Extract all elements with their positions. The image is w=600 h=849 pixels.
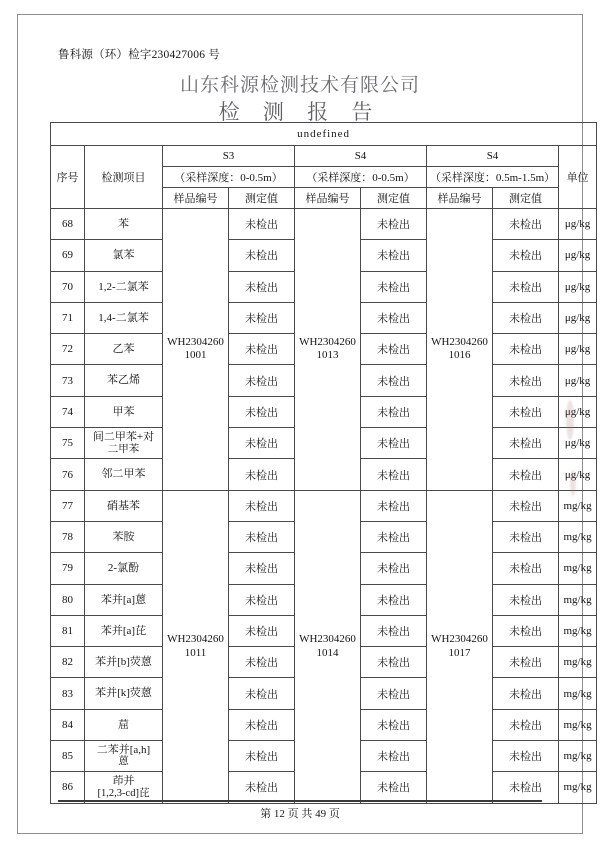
row-value-1: 未检出 xyxy=(229,553,295,584)
row-no: 82 xyxy=(51,647,85,678)
row-item: 2-氯酚 xyxy=(85,553,163,584)
row-value-2: 未检出 xyxy=(361,459,427,490)
header-depth-3: （采样深度：0.5m-1.5m） xyxy=(427,167,559,188)
table-caption: undefined xyxy=(51,123,597,146)
row-unit: mg/kg xyxy=(559,553,597,584)
row-no: 72 xyxy=(51,334,85,365)
row-item: 苯胺 xyxy=(85,521,163,552)
row-value-1: 未检出 xyxy=(229,302,295,333)
row-value-3: 未检出 xyxy=(493,647,559,678)
row-unit: μg/kg xyxy=(559,459,597,490)
row-item: 苯乙烯 xyxy=(85,365,163,396)
row-value-1: 未检出 xyxy=(229,271,295,302)
row-value-2: 未检出 xyxy=(361,271,427,302)
row-value-3: 未检出 xyxy=(493,490,559,521)
row-no: 83 xyxy=(51,678,85,709)
header-item: 检测项目 xyxy=(85,146,163,209)
table-row xyxy=(51,490,597,521)
row-value-3: 未检出 xyxy=(493,678,559,709)
row-value-1: 未检出 xyxy=(229,396,295,427)
row-no: 70 xyxy=(51,271,85,302)
row-value-2: 未检出 xyxy=(361,240,427,271)
row-no: 81 xyxy=(51,615,85,646)
row-unit: mg/kg xyxy=(559,584,597,615)
row-value-3: 未检出 xyxy=(493,459,559,490)
row-no: 73 xyxy=(51,365,85,396)
row-value-2: 未检出 xyxy=(361,772,427,803)
row-value-3: 未检出 xyxy=(493,709,559,740)
table-caption-row xyxy=(51,123,597,146)
row-value-2: 未检出 xyxy=(361,521,427,552)
scan-artifact xyxy=(566,400,574,440)
header-group-2: S4 xyxy=(295,146,427,167)
row-unit: μg/kg xyxy=(559,240,597,271)
row-value-1: 未检出 xyxy=(229,334,295,365)
row-value-1: 未检出 xyxy=(229,459,295,490)
row-value-3: 未检出 xyxy=(493,615,559,646)
results-table-container xyxy=(50,122,592,804)
row-item: 1,4-二氯苯 xyxy=(85,302,163,333)
row-no: 86 xyxy=(51,772,85,803)
soil-results-table xyxy=(50,122,597,804)
row-value-1: 未检出 xyxy=(229,521,295,552)
row-unit: mg/kg xyxy=(559,521,597,552)
row-unit: mg/kg xyxy=(559,490,597,521)
row-no: 74 xyxy=(51,396,85,427)
row-item: 二苯并[a,h] 蒽 xyxy=(85,741,163,772)
row-no: 80 xyxy=(51,584,85,615)
table-row xyxy=(51,209,597,240)
row-value-1: 未检出 xyxy=(229,741,295,772)
row-value-2: 未检出 xyxy=(361,396,427,427)
row-value-2: 未检出 xyxy=(361,647,427,678)
row-sample-id-2: WH2304260 1014 xyxy=(295,490,361,803)
row-unit: μg/kg xyxy=(559,271,597,302)
row-no: 76 xyxy=(51,459,85,490)
row-value-3: 未检出 xyxy=(493,584,559,615)
row-value-2: 未检出 xyxy=(361,302,427,333)
row-value-3: 未检出 xyxy=(493,741,559,772)
header-sampleno-2: 样品编号 xyxy=(295,188,361,209)
row-item: 乙苯 xyxy=(85,334,163,365)
row-value-3: 未检出 xyxy=(493,428,559,459)
row-value-3: 未检出 xyxy=(493,240,559,271)
row-value-3: 未检出 xyxy=(493,209,559,240)
row-item: 茚并 [1,2,3-cd]芘 xyxy=(85,772,163,803)
header-no: 序号 xyxy=(51,146,85,209)
row-value-1: 未检出 xyxy=(229,428,295,459)
row-item: 䓛 xyxy=(85,709,163,740)
row-value-3: 未检出 xyxy=(493,772,559,803)
header-unit: 单位 xyxy=(559,146,597,209)
row-sample-id-1: WH2304260 1001 xyxy=(163,209,229,491)
row-sample-id-3: WH2304260 1016 xyxy=(427,209,493,491)
row-value-1: 未检出 xyxy=(229,490,295,521)
row-value-1: 未检出 xyxy=(229,365,295,396)
row-value-1: 未检出 xyxy=(229,709,295,740)
row-item: 苯 xyxy=(85,209,163,240)
row-value-3: 未检出 xyxy=(493,271,559,302)
row-value-3: 未检出 xyxy=(493,334,559,365)
row-item: 邻二甲苯 xyxy=(85,459,163,490)
row-no: 69 xyxy=(51,240,85,271)
row-item: 氯苯 xyxy=(85,240,163,271)
row-value-3: 未检出 xyxy=(493,396,559,427)
row-unit: mg/kg xyxy=(559,709,597,740)
row-unit: mg/kg xyxy=(559,615,597,646)
row-sample-id-3: WH2304260 1017 xyxy=(427,490,493,803)
row-value-2: 未检出 xyxy=(361,584,427,615)
row-value-1: 未检出 xyxy=(229,615,295,646)
row-value-3: 未检出 xyxy=(493,521,559,552)
row-value-2: 未检出 xyxy=(361,490,427,521)
row-value-1: 未检出 xyxy=(229,647,295,678)
page-footer: 第 12 页 共 49 页 xyxy=(260,808,340,820)
row-item: 苯并[b]荧蒽 xyxy=(85,647,163,678)
row-value-1: 未检出 xyxy=(229,584,295,615)
row-unit: μg/kg xyxy=(559,209,597,240)
row-unit: mg/kg xyxy=(559,678,597,709)
row-unit: μg/kg xyxy=(559,396,597,427)
row-item: 甲苯 xyxy=(85,396,163,427)
row-value-1: 未检出 xyxy=(229,678,295,709)
row-value-2: 未检出 xyxy=(361,615,427,646)
row-value-2: 未检出 xyxy=(361,334,427,365)
table-header-row-1 xyxy=(51,146,597,167)
header-value-1: 测定值 xyxy=(229,188,295,209)
row-sample-id-1: WH2304260 1011 xyxy=(163,490,229,803)
row-no: 68 xyxy=(51,209,85,240)
row-unit: μg/kg xyxy=(559,334,597,365)
row-no: 79 xyxy=(51,553,85,584)
header-depth-1: （采样深度：0-0.5m） xyxy=(163,167,295,188)
row-no: 84 xyxy=(51,709,85,740)
row-unit: mg/kg xyxy=(559,647,597,678)
document-code: 鲁科源（环）检字230427006 号 xyxy=(58,49,220,61)
row-item: 苯并[a]蒽 xyxy=(85,584,163,615)
row-no: 71 xyxy=(51,302,85,333)
row-value-2: 未检出 xyxy=(361,209,427,240)
row-unit: μg/kg xyxy=(559,428,597,459)
company-name: 山东科源检测技术有限公司 xyxy=(179,75,420,96)
row-item: 苯并[k]荧蒽 xyxy=(85,678,163,709)
report-title: 检 测 报 告 xyxy=(218,100,382,124)
row-no: 77 xyxy=(51,490,85,521)
header-sampleno-1: 样品编号 xyxy=(163,188,229,209)
row-value-3: 未检出 xyxy=(493,365,559,396)
row-value-2: 未检出 xyxy=(361,365,427,396)
row-value-1: 未检出 xyxy=(229,209,295,240)
scan-artifact xyxy=(570,470,576,496)
row-no: 78 xyxy=(51,521,85,552)
header-sampleno-3: 样品编号 xyxy=(427,188,493,209)
header-group-3: S4 xyxy=(427,146,559,167)
row-no: 75 xyxy=(51,428,85,459)
row-item: 苯并[a]芘 xyxy=(85,615,163,646)
header-group-1: S3 xyxy=(163,146,295,167)
header-depth-2: （采样深度：0-0.5m） xyxy=(295,167,427,188)
row-value-1: 未检出 xyxy=(229,772,295,803)
row-value-2: 未检出 xyxy=(361,428,427,459)
header-value-2: 测定值 xyxy=(361,188,427,209)
row-value-2: 未检出 xyxy=(361,741,427,772)
row-item: 间二甲苯+对 二甲苯 xyxy=(85,428,163,459)
row-value-3: 未检出 xyxy=(493,553,559,584)
row-value-2: 未检出 xyxy=(361,678,427,709)
row-unit: μg/kg xyxy=(559,365,597,396)
row-value-2: 未检出 xyxy=(361,553,427,584)
header-value-3: 测定值 xyxy=(493,188,559,209)
footer-divider xyxy=(58,800,542,802)
row-no: 85 xyxy=(51,741,85,772)
row-item: 1,2-二氯苯 xyxy=(85,271,163,302)
row-item: 硝基苯 xyxy=(85,490,163,521)
row-unit: mg/kg xyxy=(559,772,597,803)
row-sample-id-2: WH2304260 1013 xyxy=(295,209,361,491)
row-value-3: 未检出 xyxy=(493,302,559,333)
row-unit: mg/kg xyxy=(559,741,597,772)
row-value-2: 未检出 xyxy=(361,709,427,740)
row-value-1: 未检出 xyxy=(229,240,295,271)
row-unit: μg/kg xyxy=(559,302,597,333)
